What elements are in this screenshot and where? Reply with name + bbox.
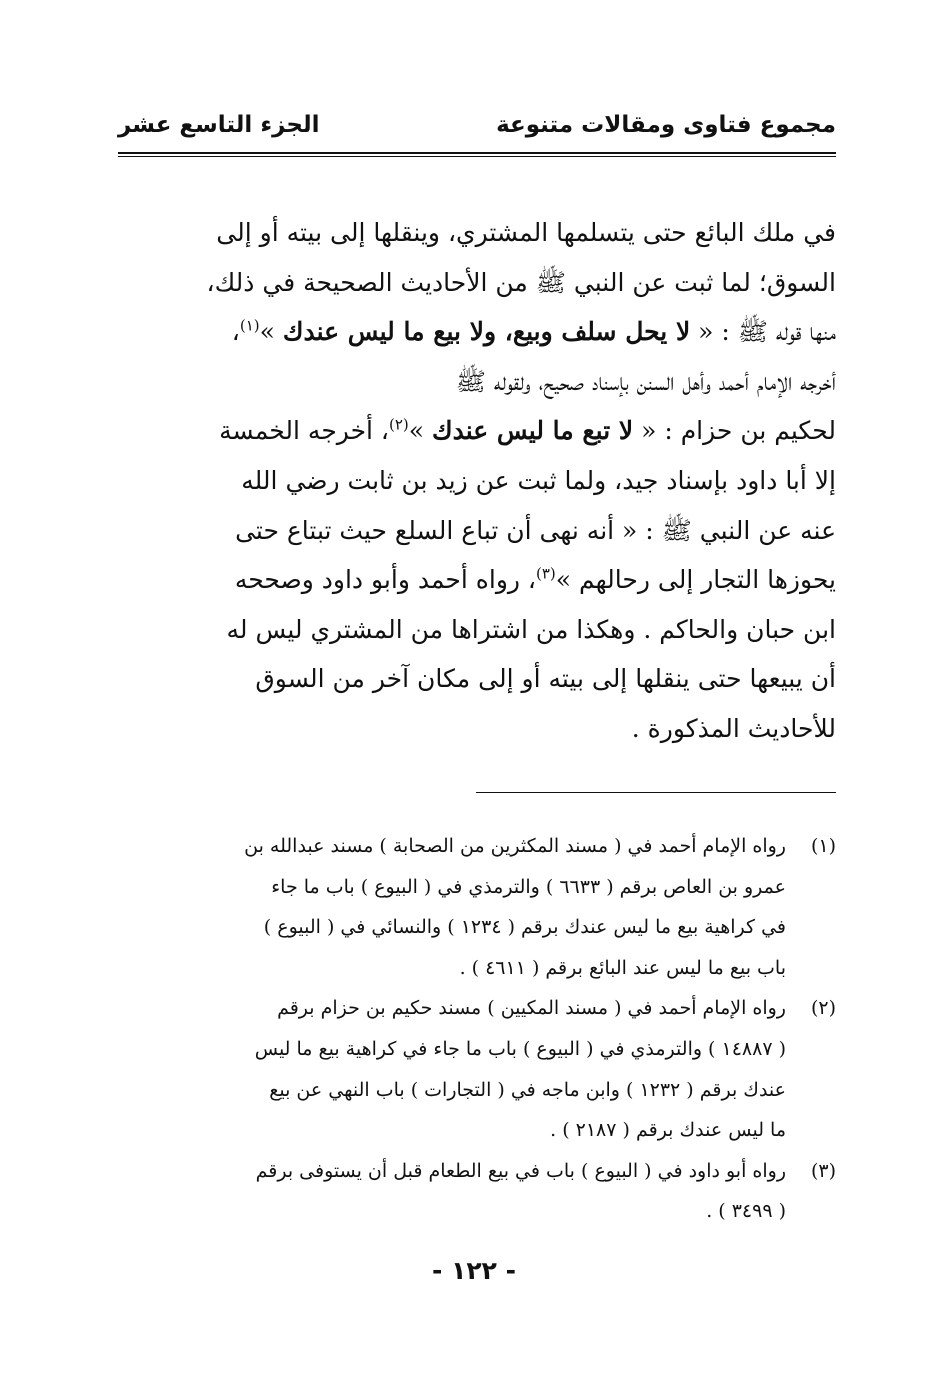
text-run: يحوزها التجار إلى رحالهم »	[555, 565, 836, 595]
footnote-line: في كراهية بيع ما ليس عندك برقم ( ١٢٣٤ ) والنسائي في ( البيوع )	[263, 916, 786, 939]
footnote-line: باب بيع ما ليس عند البائع برقم ( ٤٦١١ ) .	[459, 956, 786, 979]
footnote-line: رواه الإمام أحمد في ( مسند المكيين ) مسند حكيم بن حزام برقم	[277, 997, 786, 1020]
footnote-line: ( ١٤٨٨٧ ) والترمذي في ( البيوع ) باب ما جاء في كراهية بيع ما ليس	[254, 1037, 786, 1060]
text-line	[118, 258, 836, 308]
text-line	[118, 208, 836, 258]
text-run: للأحاديث المذكورة .	[631, 713, 836, 743]
text-line	[118, 555, 836, 605]
footnote-item	[118, 826, 836, 988]
hadith-quote: لا تبع ما ليس عندك	[432, 416, 634, 446]
text-line	[118, 406, 836, 456]
text-run: السوق؛ لما ثبت عن النبي ﷺ من الأحاديث الصحيحة في ذلك،	[206, 267, 836, 297]
main-text	[118, 208, 836, 754]
running-header	[118, 112, 836, 148]
text-run: ابن حبان والحاكم . وهكذا من اشتراها من المشتري ليس له	[226, 614, 836, 644]
text-line	[118, 506, 836, 556]
footnote-item	[118, 1151, 836, 1232]
text-run: لحكيم بن حزام : «	[633, 416, 836, 446]
footnote-line: رواه الإمام أحمد في ( مسند المكثرين من الصحابة ) مسند عبدالله بن	[244, 835, 786, 857]
text-run: ، أخرجه الخمسة	[219, 416, 389, 446]
text-line	[118, 357, 836, 407]
footnote-line: عمرو بن العاص برقم ( ٦٦٣٣ ) والترمذي في ( البيوع ) باب ما جاء	[271, 875, 786, 898]
footnote-separator	[476, 792, 836, 793]
volume-label: الجزء التاسع عشر	[118, 112, 320, 138]
footnote-number: (٢)	[810, 997, 836, 1020]
footnote-line: رواه أبو داود في ( البيوع ) باب في بيع الطعام قبل أن يستوفى برقم	[255, 1159, 786, 1182]
text-run: »	[259, 317, 283, 347]
text-run: منها قوله ﷺ : «	[690, 317, 836, 347]
text-line	[118, 704, 836, 754]
footnote-line: ما ليس عندك برقم ( ٢١٨٧ ) .	[550, 1119, 786, 1142]
footnote-line: ( ٣٤٩٩ ) .	[706, 1200, 786, 1223]
text-run: أخرجه الإمام أحمد وأهل السنن بإسناد صحيح، ولقوله ﷺ	[455, 366, 836, 396]
page-number: - ١٢٢ -	[432, 1256, 516, 1285]
header-rule	[118, 152, 836, 154]
hadith-quote: لا يحل سلف وبيع، ولا بيع ما ليس عندك	[282, 317, 691, 347]
text-run: إلا أبا داود بإسناد جيد، ولما ثبت عن زيد بن ثابت رضي الله	[241, 465, 836, 495]
text-run: أن يبيعها حتى ينقلها إلى بيته أو إلى مكان آخر من السوق	[255, 664, 836, 694]
footnote-ref[interactable]: (١)	[239, 316, 260, 335]
footnote-item	[118, 988, 836, 1150]
header-rule-thin	[118, 156, 836, 157]
text-line	[118, 307, 836, 357]
text-run: عنه عن النبي ﷺ : « أنه نهى أن تباع السلع حيث تبتاع حتى	[235, 515, 836, 545]
footnote-number: (٣)	[810, 1159, 836, 1182]
footnote-ref[interactable]: (٢)	[388, 416, 409, 435]
footnote-ref[interactable]: (٣)	[535, 564, 556, 583]
footnotes	[118, 826, 836, 1232]
text-run: في ملك البائع حتى يتسلمها المشتري، وينقلها إلى بيته أو إلى	[216, 218, 836, 247]
text-run: ، رواه أحمد وأبو داود وصححه	[234, 565, 536, 595]
text-line	[118, 654, 836, 704]
footnote-line: عندك برقم ( ١٢٣٢ ) وابن ماجه في ( التجارات ) باب النهي عن بيع	[269, 1078, 786, 1101]
footnote-number: (١)	[810, 835, 836, 857]
text-line	[118, 456, 836, 506]
book-title: مجموع فتاوى ومقالات متنوعة	[496, 112, 836, 138]
text-run: ،	[231, 317, 240, 347]
text-run: »	[408, 416, 433, 446]
text-line	[118, 605, 836, 655]
